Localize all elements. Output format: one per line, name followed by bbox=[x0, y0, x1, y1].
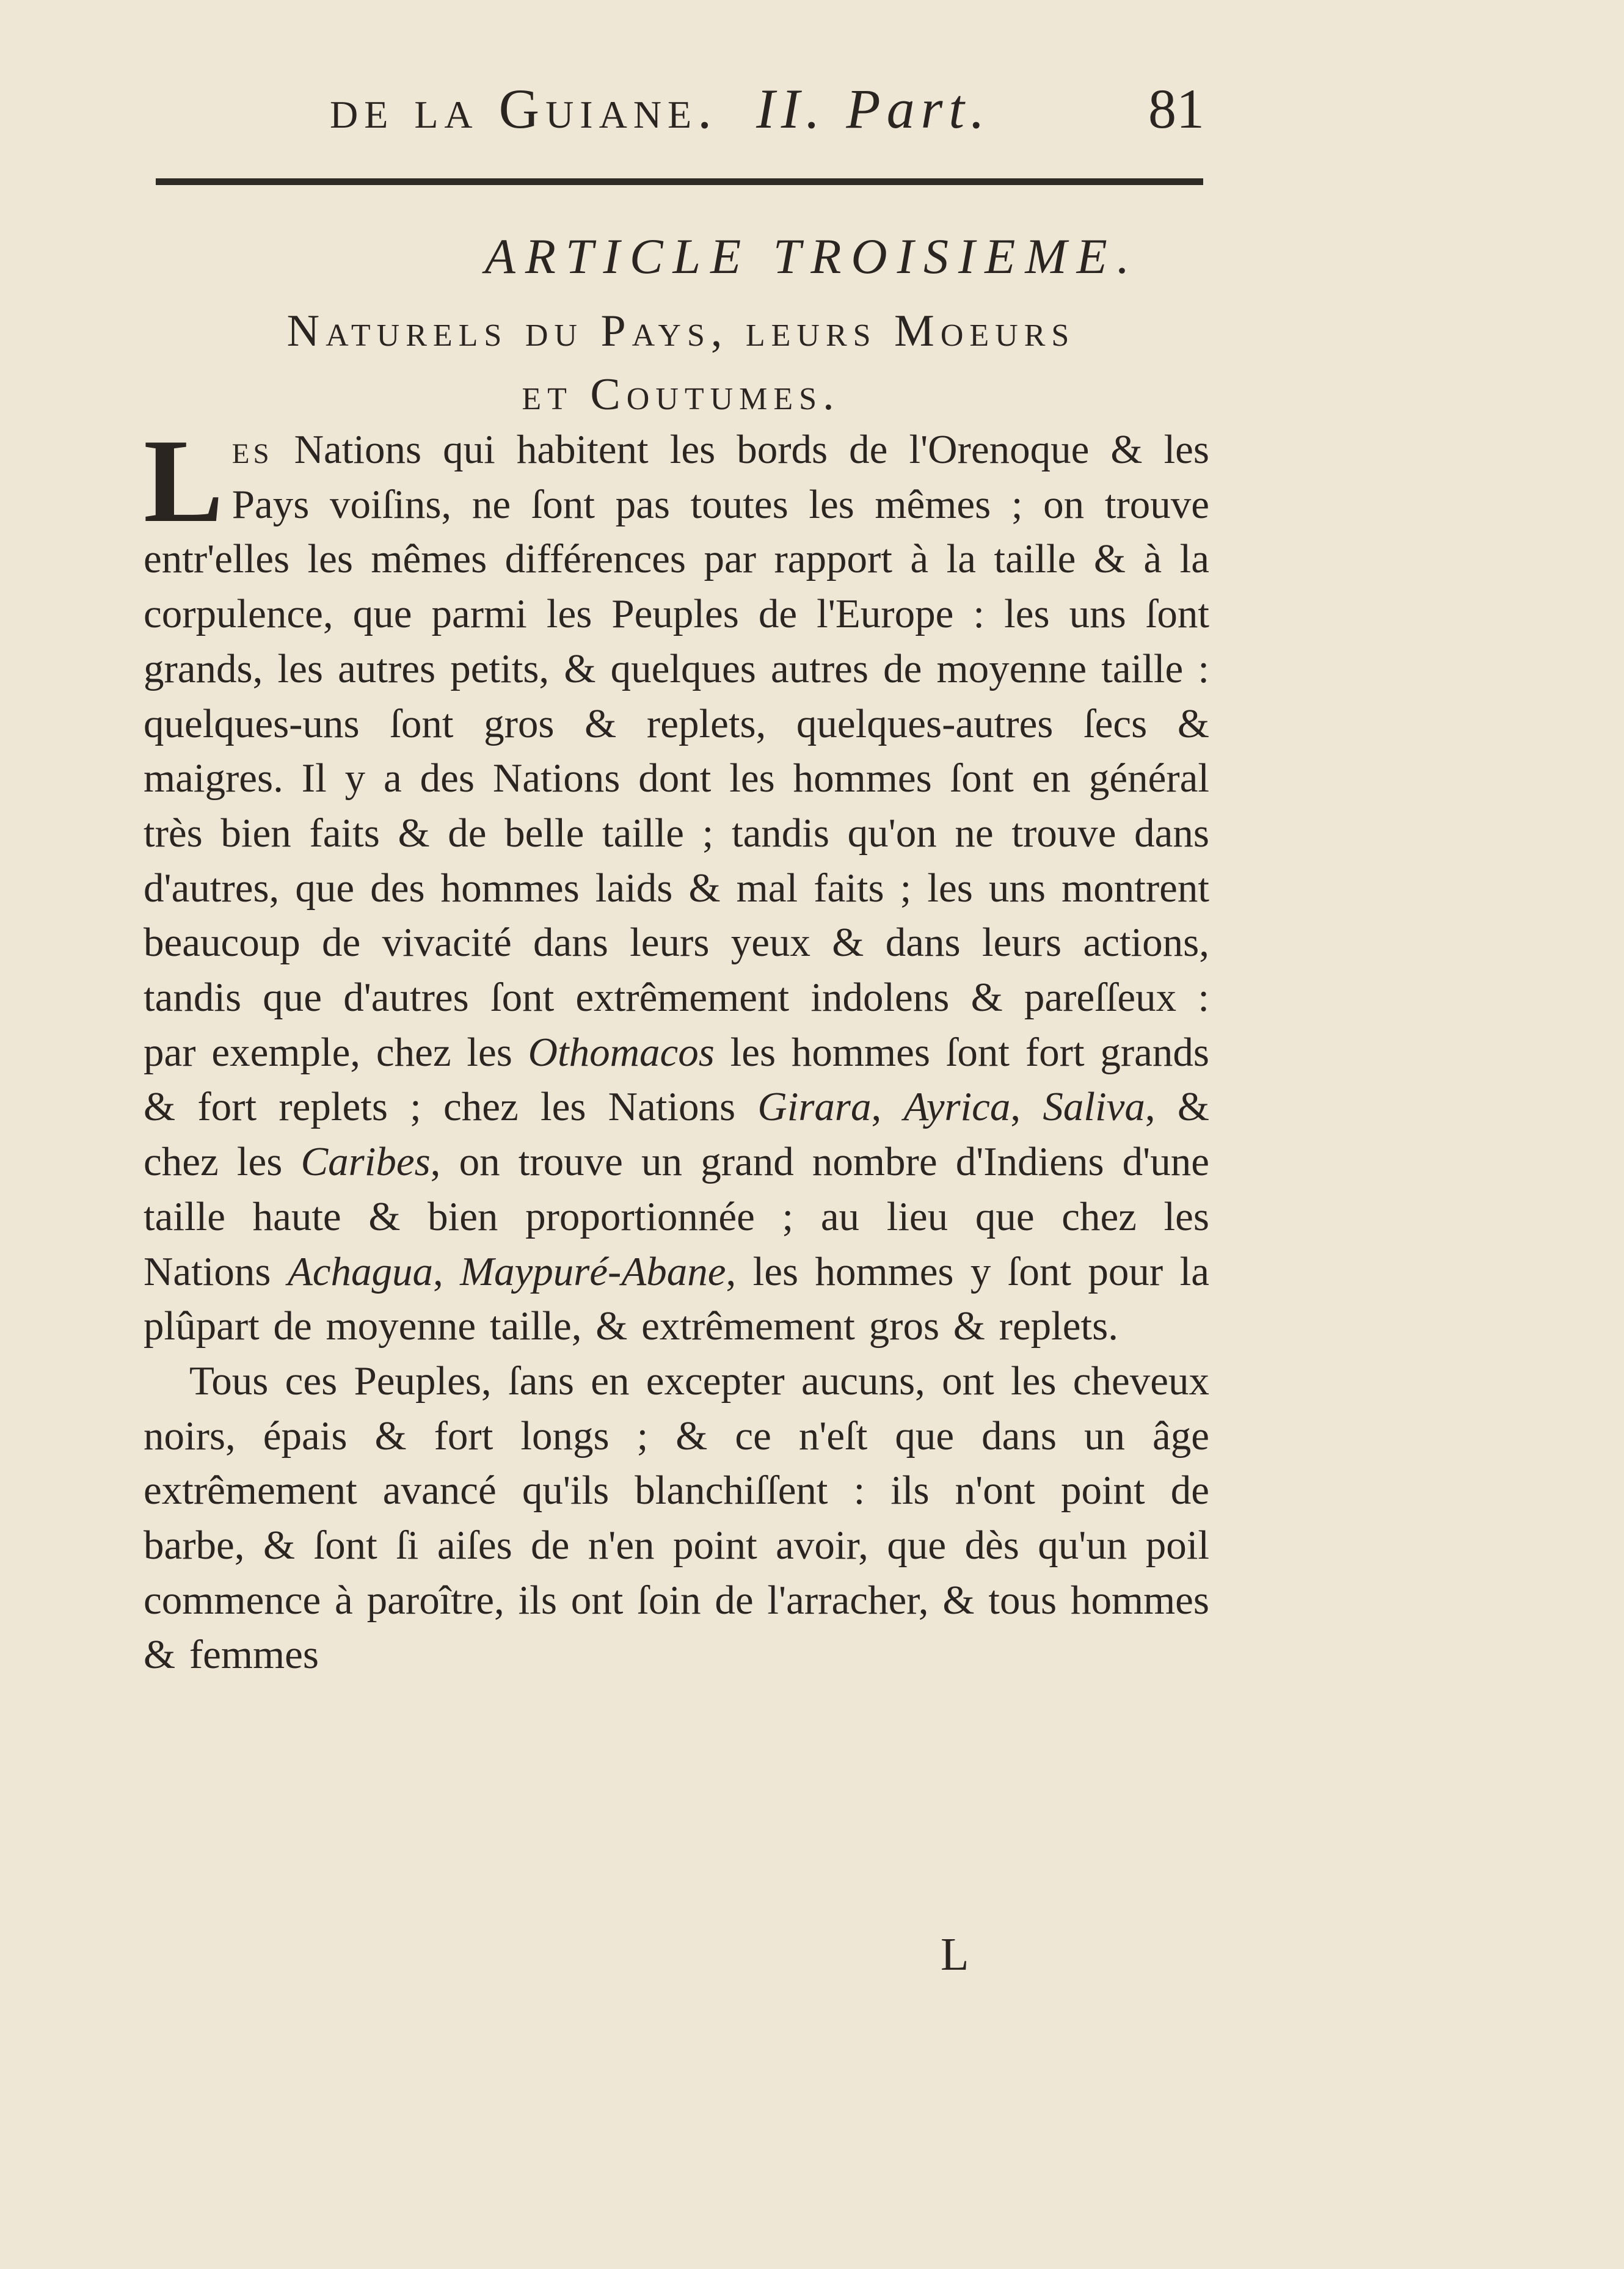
section-title bbox=[156, 299, 1206, 426]
nation-name: Girara bbox=[757, 1084, 872, 1130]
paragraph-1-text: , & chez les bbox=[144, 1084, 1210, 1185]
nation-name: Maypuré-Abane bbox=[460, 1248, 726, 1294]
section-title-line-2: et Coutumes. bbox=[522, 370, 840, 420]
paragraph-1 bbox=[144, 415, 1210, 1354]
nation-name: Achagua bbox=[287, 1248, 433, 1294]
running-head bbox=[330, 72, 1234, 145]
running-head-part: II. Part. bbox=[756, 78, 991, 140]
paragraph-1-text: , on trouve un grand nombre d'Indiens d'une taille haute & bien proportionnée ; au lieu que chez les Nations bbox=[144, 1139, 1209, 1294]
page-number: 81 bbox=[1148, 78, 1204, 140]
article-title: ARTICLE TROISIEME. bbox=[484, 228, 1140, 284]
nation-name: Caribes bbox=[300, 1139, 431, 1185]
nation-name: Ayrica bbox=[903, 1084, 1011, 1130]
nation-name: Othomacos bbox=[528, 1029, 715, 1075]
paragraph-2 bbox=[144, 1354, 1209, 1683]
running-head-title: de la Guiane. bbox=[330, 78, 718, 140]
paragraph-1-text: les hommes ſont fort grands & fort replets ; chez les Nations bbox=[144, 1029, 1209, 1130]
first-word-rest: es bbox=[231, 427, 273, 472]
paragraph-2-text: Tous ces Peuples, ſans en excepter aucuns, ont les cheveux noirs, épais & fort longs ; & ce n'eſt que dans un âge extrêmement avancé qu'ils blanchiſſent : ils n'ont point de barbe, & ſont ſi aiſes de n'en point avoir, que dès qu'un poil commence à paroître, ils ont ſoin de l'arracher, & tous hommes & femmes bbox=[144, 1358, 1209, 1678]
paragraph-1-text: , bbox=[1010, 1084, 1043, 1130]
paragraph-1-text: , bbox=[433, 1248, 461, 1294]
section-title-line-1: Naturels du Pays, leurs Moeurs bbox=[286, 306, 1076, 356]
header-rule bbox=[156, 178, 1203, 185]
paragraph-1-text: , bbox=[871, 1084, 904, 1130]
body-text bbox=[144, 415, 1210, 1683]
paragraph-1-text: Nations qui habitent les bords de l'Orenoque & les Pays voiſins, ne ſont pas toutes les mêmes ; on trouve entr'elles les mêmes différences par rapport à la taille & à la corpulence, que parmi les Peuples de l'Europe : les uns ſont grands, les autres petits, & quelques autres de moyenne taille : quelques-uns ſont gros & replets, quelques-autres ſecs & maigres. Il y a des Nations dont les hommes ſont en général très bien faits & de belle taille ; tandis qu'on ne trouve dans d'autres, que des hommes laids & mal faits ; les uns montrent beaucoup de vivacité dans leurs yeux & dans leurs actions, tandis que d'autres ſont extrêmement indolens & pareſſeux : par exemple, chez les bbox=[144, 427, 1209, 1075]
signature-mark: L bbox=[941, 1929, 969, 1980]
nation-name: Saliva bbox=[1043, 1084, 1145, 1130]
drop-cap: L bbox=[144, 415, 224, 547]
paragraph-1-text: , les hommes y ſont pour la plûpart de moyenne taille, & extrêmement gros & replets. bbox=[144, 1248, 1209, 1349]
